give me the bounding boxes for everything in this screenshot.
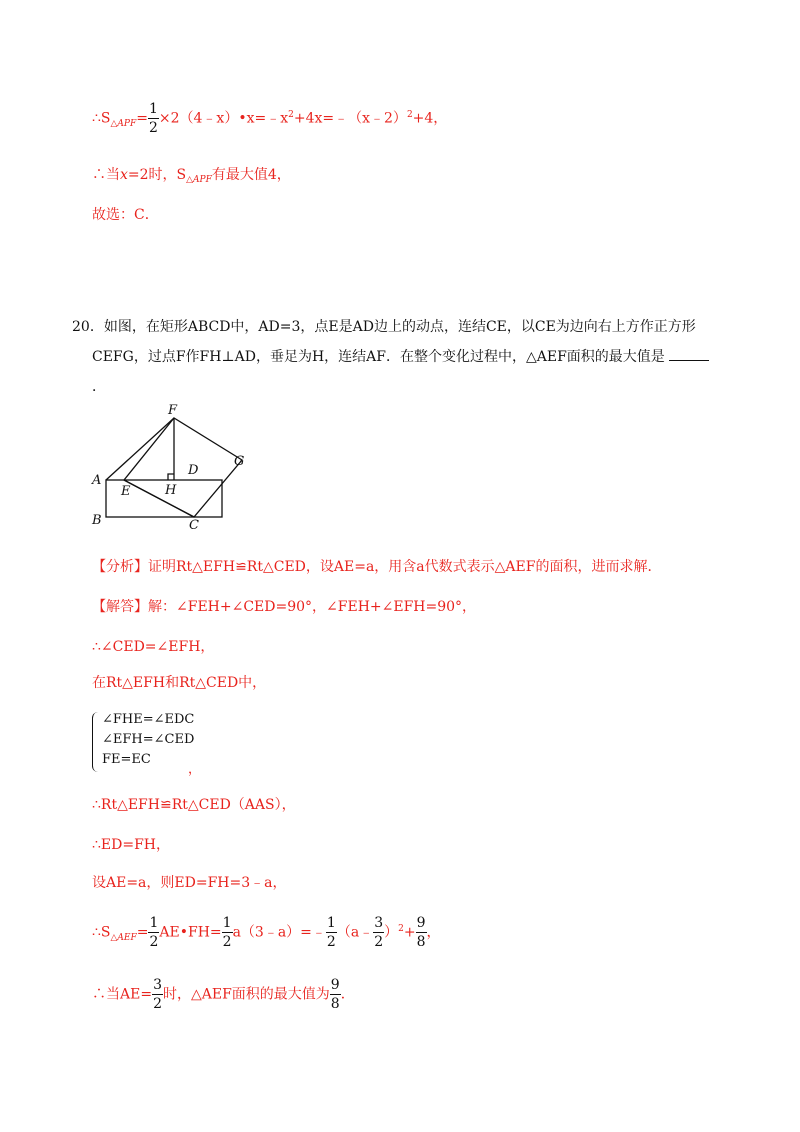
- question-text-c: ．: [92, 379, 106, 395]
- text: ∴S: [92, 924, 111, 941]
- text: +4，: [412, 110, 448, 127]
- subscript: △APF: [110, 118, 137, 129]
- answer-line-7: [92, 914, 441, 951]
- denominator: 8: [330, 996, 340, 1012]
- prev-solution-line-2: [92, 164, 291, 184]
- label-e: E: [121, 484, 131, 499]
- numerator: 9: [416, 915, 426, 931]
- segment-ec: [124, 480, 194, 517]
- superscript: 2: [406, 109, 413, 120]
- superscript: 2: [288, 109, 294, 120]
- text: AE•FH=: [159, 924, 222, 941]
- fraction-half: [222, 914, 233, 951]
- denominator: 2: [148, 120, 158, 136]
- answer-tag: 【解答】: [92, 599, 148, 615]
- text: +: [403, 924, 416, 941]
- right-angle-mark: [168, 474, 174, 480]
- text: 有最大值4，: [211, 167, 291, 183]
- question-number: 20．: [72, 319, 104, 335]
- label-g: G: [234, 454, 245, 469]
- numerator: 1: [326, 915, 336, 931]
- fraction-nine-eighths: [416, 914, 427, 951]
- fraction-three-halves: [373, 914, 384, 951]
- text: =: [136, 924, 149, 941]
- text: 时，△AEF面积的最大值为: [162, 986, 330, 1003]
- fraction: [148, 100, 159, 137]
- answer-line-8: [92, 976, 355, 1013]
- subscript: △APF: [186, 175, 212, 185]
- brace-comma: ，: [188, 762, 202, 777]
- answer-line-5: ∴ED=FH，: [92, 837, 171, 853]
- text: x: [120, 167, 128, 183]
- equation-system: [92, 710, 272, 777]
- text: ）: [384, 924, 399, 941]
- fraction-three-halves: [152, 976, 163, 1013]
- denominator: 2: [222, 934, 232, 950]
- numerator: 3: [153, 977, 162, 993]
- subscript: △AEF: [110, 932, 137, 943]
- label-b: B: [92, 513, 102, 528]
- square-cefg: [124, 418, 245, 517]
- denominator: 2: [149, 934, 159, 950]
- denominator: 2: [153, 996, 162, 1012]
- text: ，: [426, 924, 441, 941]
- prev-solution-line-1: [92, 100, 447, 137]
- text: ．: [340, 986, 355, 1003]
- denominator: 2: [374, 934, 384, 950]
- denominator: 8: [416, 934, 426, 950]
- brace-row-1: ∠FHE=∠EDC: [102, 712, 195, 727]
- label-c: C: [189, 518, 199, 533]
- fraction-half: [326, 914, 337, 951]
- brace-row-2: ∠EFH=∠CED: [102, 732, 195, 747]
- text: +4x=﹣（x﹣2）: [293, 110, 407, 127]
- text: ×2（4﹣x）•x=﹣x: [158, 110, 289, 127]
- numerator: 1: [148, 101, 158, 117]
- text: （a﹣: [336, 924, 374, 941]
- label-d: D: [188, 463, 199, 478]
- question-20: [72, 312, 712, 402]
- brace-symbol: [92, 712, 99, 772]
- fraction-nine-eighths: [330, 976, 341, 1013]
- answer-line-1: [92, 596, 476, 616]
- answer-blank: [669, 348, 709, 361]
- label-a: A: [92, 473, 102, 488]
- label-f: F: [168, 403, 178, 418]
- answer-line-4: ∴Rt△EFH≌Rt△CED（AAS），: [92, 797, 296, 813]
- denominator: 2: [326, 934, 336, 950]
- text: ∴当AE=: [92, 986, 153, 1003]
- answer-line-2: ∴∠CED=∠EFH，: [92, 639, 215, 655]
- superscript: 2: [398, 923, 404, 934]
- segment-af: [106, 418, 174, 480]
- numerator: 1: [222, 915, 232, 931]
- question-text-b: CEFG，过点F作FH⊥AD，垂足为H，连结AF．在整个变化过程中，△AEF面积的最大值是: [92, 349, 665, 365]
- text: =2时，S: [127, 167, 187, 183]
- text: ∴S: [92, 110, 111, 127]
- text: =: [136, 110, 148, 127]
- numerator: 9: [330, 977, 340, 993]
- answer-line-6: 设AE=a，则ED=FH=3﹣a，: [92, 875, 287, 891]
- label-h: H: [165, 483, 177, 498]
- numerator: 1: [149, 915, 159, 931]
- brace-row-3: FE=EC: [102, 752, 151, 767]
- text: ∴当: [92, 167, 120, 183]
- answer-line-3: 在Rt△EFH和Rt△CED中，: [92, 675, 267, 691]
- analysis-tag: 【分析】: [92, 559, 148, 575]
- analysis-text: 证明Rt△EFH≌Rt△CED，设AE=a，用含a代数式表示△AEF的面积，进而求解．: [148, 559, 662, 575]
- fraction-half: [148, 914, 159, 951]
- question-text-a: 如图，在矩形ABCD中，AD=3，点E是AD边上的动点，连结CE，以CE为边向右上方作正方形: [103, 319, 696, 335]
- text: 解：∠FEH+∠CED=90°，∠FEH+∠EFH=90°，: [148, 599, 477, 615]
- numerator: 3: [374, 915, 384, 931]
- text: a（3﹣a）=﹣: [232, 924, 326, 941]
- prev-solution-line-3: 故选：C．: [92, 207, 159, 223]
- analysis-line: [92, 556, 661, 576]
- geometry-figure: [84, 398, 274, 534]
